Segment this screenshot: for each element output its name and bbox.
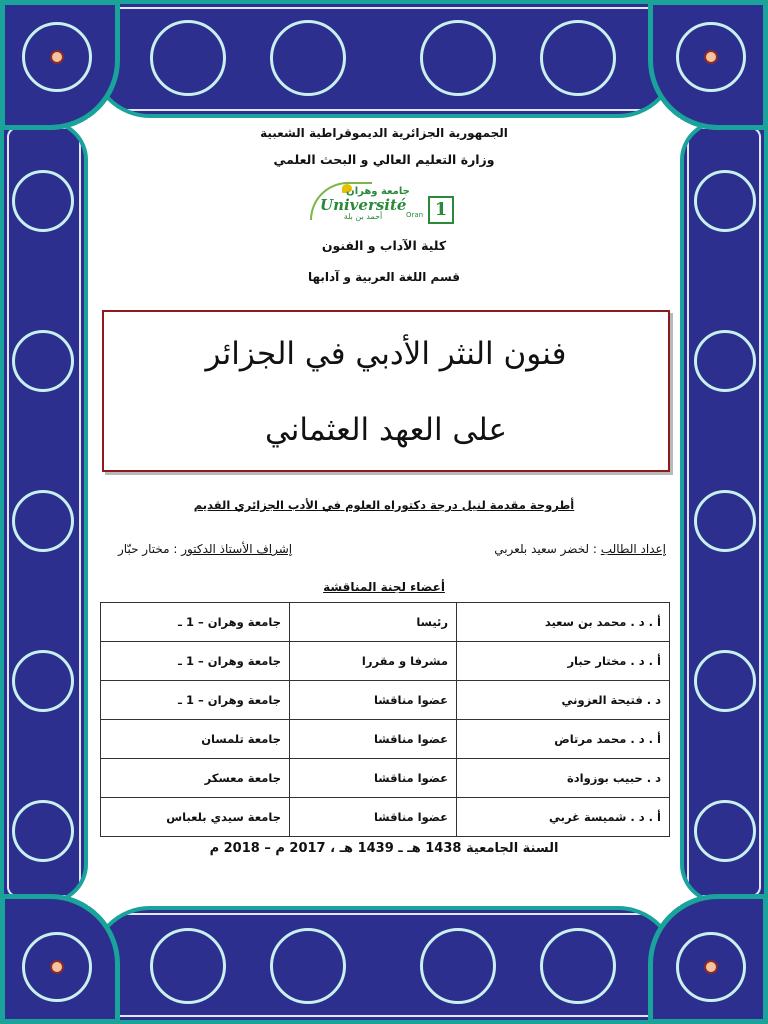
thesis-title-box xyxy=(102,310,670,472)
department-heading: قسم اللغة العربية و آدابها xyxy=(307,270,461,284)
medallion-ornament xyxy=(150,20,226,96)
medallion-ornament xyxy=(12,170,74,232)
ministry-heading: وزارة التعليم العالي و البحث العلمي xyxy=(273,152,495,167)
cover-page xyxy=(88,118,680,906)
student-label: إعداد الطالب xyxy=(600,542,666,556)
committee-table xyxy=(100,602,670,837)
thesis-title-line-1: فنون النثر الأدبي في الجزائر xyxy=(205,336,567,372)
medallion-ornament xyxy=(540,928,616,1004)
member-role: رئيسا xyxy=(290,603,457,642)
table-row xyxy=(101,720,670,759)
committee-title: أعضاء لجنة المناقشة xyxy=(323,580,445,594)
republic-heading: الجمهورية الجزائرية الديموقراطية الشعبية xyxy=(260,126,508,140)
flower-dot xyxy=(704,50,718,64)
university-logo xyxy=(306,180,466,224)
logo-number: 1 xyxy=(428,196,454,224)
member-role: عضوا مناقشا xyxy=(290,681,457,720)
logo-arabic-bottom: أحمد بن بلة xyxy=(343,212,383,221)
member-institution: جامعة تلمسان xyxy=(101,720,290,759)
member-role: عضوا مناقشا xyxy=(290,759,457,798)
logo-arabic-top: جامعة وهران xyxy=(346,186,410,197)
table-row xyxy=(101,603,670,642)
medallion-ornament xyxy=(12,490,74,552)
thesis-statement xyxy=(88,498,680,512)
member-name: أ . د . شميسة غربي xyxy=(457,798,670,837)
medallion-ornament xyxy=(12,330,74,392)
medallion-ornament xyxy=(694,170,756,232)
medallion-ornament xyxy=(12,800,74,862)
flower-dot xyxy=(704,960,718,974)
table-row xyxy=(101,759,670,798)
medallion-ornament xyxy=(694,800,756,862)
medallion-ornament xyxy=(12,650,74,712)
table-row xyxy=(101,642,670,681)
member-institution: جامعة معسكر xyxy=(101,759,290,798)
logo-name: Université xyxy=(320,196,407,214)
medallion-ornament xyxy=(420,928,496,1004)
flower-dot xyxy=(50,50,64,64)
student-name: : لخضر سعيد بلعربي xyxy=(494,542,597,556)
member-institution: جامعة وهران – 1 ـ xyxy=(101,681,290,720)
member-name: أ . د . مختار حبار xyxy=(457,642,670,681)
medallion-ornament xyxy=(694,490,756,552)
supervisor-name: : مختار حبّار xyxy=(118,542,178,556)
supervisor-info xyxy=(118,542,292,556)
member-name: أ . د . محمد بن سعيد xyxy=(457,603,670,642)
member-institution: جامعة وهران – 1 ـ xyxy=(101,603,290,642)
medallion-ornament xyxy=(270,20,346,96)
medallion-ornament xyxy=(150,928,226,1004)
medallion-ornament xyxy=(694,650,756,712)
academic-year: السنة الجامعية 1438 هـ ـ 1439 هـ ، 2017 م – 2018 م xyxy=(209,841,559,856)
student-info xyxy=(494,542,666,556)
member-institution: جامعة وهران – 1 ـ xyxy=(101,642,290,681)
flower-dot xyxy=(50,960,64,974)
member-name: د . حبيب بوزوادة xyxy=(457,759,670,798)
member-name: د . فتيحة العزوني xyxy=(457,681,670,720)
medallion-ornament xyxy=(420,20,496,96)
thesis-title-line-2: على العهد العثماني xyxy=(264,412,508,448)
supervisor-label: إشراف الأستاذ الدكتور xyxy=(181,542,293,556)
thesis-statement-text: أطروحة مقدمة لنيل درجة دكتوراه العلوم في الأدب الجزائري القديم xyxy=(193,498,575,512)
faculty-heading: كلية الآداب و الفنون xyxy=(321,238,447,253)
table-row xyxy=(101,681,670,720)
table-row xyxy=(101,798,670,837)
member-institution: جامعة سيدي بلعباس xyxy=(101,798,290,837)
member-role: مشرفا و مقررا xyxy=(290,642,457,681)
member-name: أ . د . محمد مرتاض xyxy=(457,720,670,759)
medallion-ornament xyxy=(694,330,756,392)
member-role: عضوا مناقشا xyxy=(290,798,457,837)
medallion-ornament xyxy=(270,928,346,1004)
medallion-ornament xyxy=(540,20,616,96)
logo-city: Oran xyxy=(406,211,424,219)
member-role: عضوا مناقشا xyxy=(290,720,457,759)
